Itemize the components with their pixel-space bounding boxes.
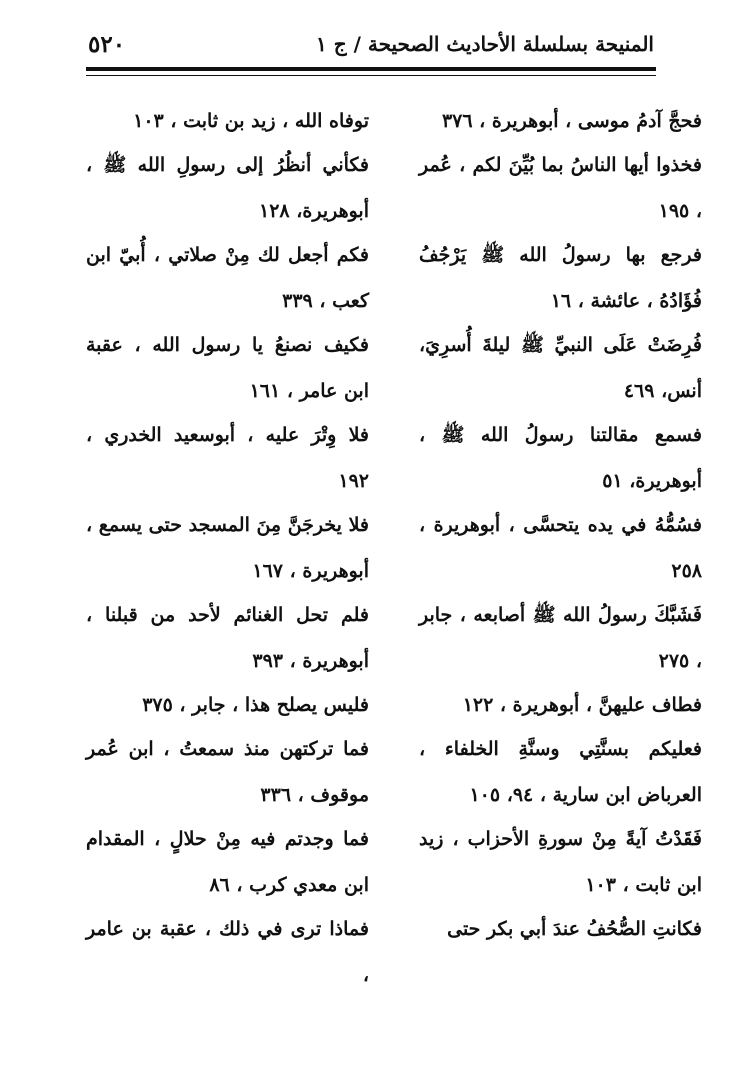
index-entry: توفاه الله ، زيد بن ثابت ، ١٠٣ <box>133 110 369 132</box>
header-rule-thick <box>86 67 656 71</box>
index-entry: فُرِضَتْ عَلَى النبيِّ ﷺ ليلةَ أُسرِيَ، أنس، ٤٦٩ <box>419 334 702 402</box>
index-entry: فطاف عليهنَّ ، أبوهريرة ، ١٢٢ <box>462 694 702 716</box>
header-rule-thin <box>86 75 656 76</box>
index-entry: فعليكم بسنَّتِي وسنَّةِ الخلفاء ، العرباض ابن سارية ، ٩٤، ١٠٥ <box>419 738 702 806</box>
index-entry: فلا وِتْرَ عليه ، أبوسعيد الخدري ، ١٩٢ <box>86 424 369 492</box>
index-entry: فكأني أنظُرُ إلى رسولِ الله ﷺ ، أبوهريرة، ١٢٨ <box>86 154 369 222</box>
page-header <box>88 24 654 64</box>
running-title: المنيحة بسلسلة الأحاديث الصحيحة / ج ١ <box>316 32 654 56</box>
index-entry: فما تركتهن منذ سمعتُ ، ابن عُمر موقوف ، ٣٣٦ <box>86 738 369 806</box>
index-entry: فحجَّ آدمُ موسى ، أبوهريرة ، ٣٧٦ <box>441 110 702 132</box>
index-entry: فلم تحل الغنائم لأحد من قبلنا ، أبوهريرة ، ٣٩٣ <box>86 604 369 672</box>
index-entry: فما وجدتم فيه مِنْ حلالٍ ، المقدام ابن معدي كرب ، ٨٦ <box>86 828 369 896</box>
page-number: ٥٢٠ <box>88 30 126 58</box>
index-entry: فكم أجعل لك مِنْ صلاتي ، أُبيّ ابن كعب ، ٣٣٩ <box>86 244 369 312</box>
index-entry: فليس يصلح هذا ، جابر ، ٣٧٥ <box>142 694 369 716</box>
index-entry: فَقَدْتُ آيةً مِنْ سورةِ الأحزاب ، زيد ابن ثابت ، ١٠٣ <box>419 828 702 896</box>
index-entry: فرجع بها رسولُ الله ﷺ يَرْجُفُ فُؤَادُهُ ، عائشة ، ١٦ <box>419 244 702 312</box>
index-entry: فسمع مقالتنا رسولُ الله ﷺ ، أبوهريرة، ٥١ <box>419 424 702 492</box>
index-entry: فخذوا أيها الناسُ بما بُيِّنَ لكم ، عُمر ، ١٩٥ <box>419 154 702 222</box>
index-entry: فلا يخرجَنَّ مِنَ المسجد حتى يسمع ، أبوهريرة ، ١٦٧ <box>85 514 369 582</box>
right-column <box>419 98 702 1083</box>
index-entry: فماذا ترى في ذلك ، عقبة بن عامر ، <box>86 918 369 986</box>
index-entry: فَشَبَّكَ رسولُ الله ﷺ أصابعه ، جابر ، ٢٧٥ <box>419 604 702 672</box>
index-columns <box>86 98 702 1083</box>
index-entry: فكيف نصنعُ يا رسول الله ، عقبة ابن عامر ، ١٦١ <box>86 334 369 402</box>
index-entry: فكانتِ الصُّحُفُ عندَ أبي بكر حتى <box>447 918 702 940</box>
left-column <box>86 98 369 1083</box>
index-entry: فسُمُّهُ في يده يتحسَّى ، أبوهريرة ، ٢٥٨ <box>419 514 702 582</box>
